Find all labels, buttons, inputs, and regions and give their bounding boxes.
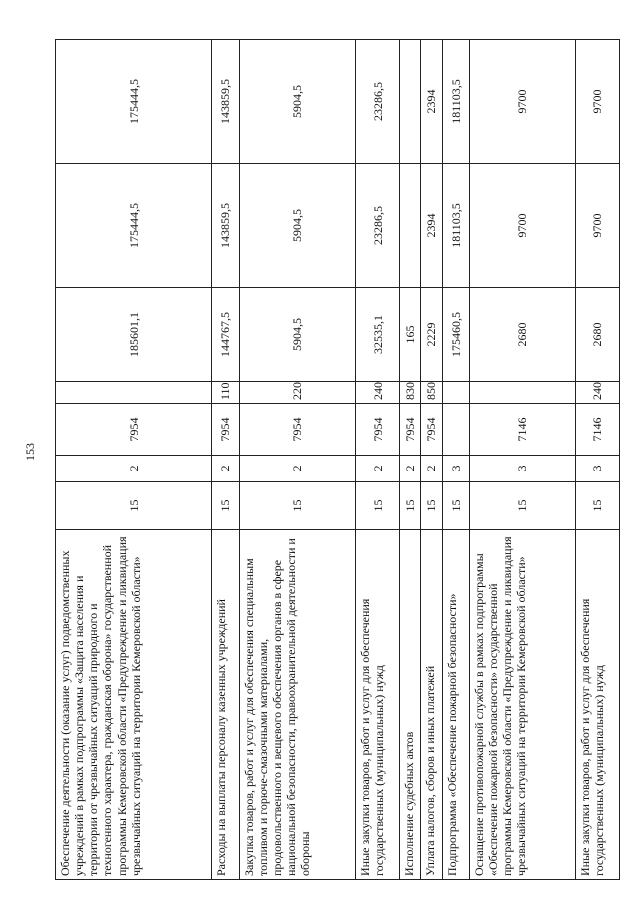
table-row [400, 40, 421, 880]
cell-v3: 9700 [469, 40, 575, 164]
cell-c3: 7146 [469, 404, 575, 456]
row-name-cell: Закупка товаров, работ и услуг для обеспечения специальным топливом и горюче-смазочными материалами, продовольственного и вещевого обеспечения органов в сфере национальной безопасности, правоохранительной деятельности и обороны [239, 530, 355, 880]
cell-c2: 3 [469, 456, 575, 482]
cell-c3: 7954 [239, 404, 355, 456]
table-row [56, 40, 212, 880]
table-row [575, 40, 619, 880]
cell-c2: 3 [442, 456, 469, 482]
cell-v1: 175460,5 [442, 288, 469, 382]
cell-c2: 2 [421, 456, 442, 482]
cell-c4 [469, 382, 575, 404]
cell-c1: 15 [575, 482, 619, 530]
cell-v1: 144767,5 [212, 288, 239, 382]
cell-c2: 2 [56, 456, 212, 482]
cell-v2: 9700 [575, 164, 619, 288]
cell-c4: 850 [421, 382, 442, 404]
row-name-cell: Подпрограмма «Обеспечение пожарной безопасности» [442, 530, 469, 880]
cell-c2: 2 [400, 456, 421, 482]
table-row [442, 40, 469, 880]
row-name-cell: Обеспечение деятельности (оказание услуг) подведомственных учреждений в рамках подпрограммы «Защита населения и территории от чрезвычайных ситуаций природного и техногенного характера, гражданская оборона» государственной программы Кемеровской области «Предупреждение и ликвидация чрезвычайных ситуаций на территории Кемеровской области» [56, 530, 212, 880]
cell-v3 [400, 40, 421, 164]
page-number: 153 [23, 443, 37, 461]
cell-v1: 32535,1 [355, 288, 399, 382]
cell-c2: 2 [355, 456, 399, 482]
cell-v2: 23286,5 [355, 164, 399, 288]
cell-v2: 175444,5 [56, 164, 212, 288]
cell-v2: 5904,5 [239, 164, 355, 288]
table-row [212, 40, 239, 880]
cell-c3: 7146 [575, 404, 619, 456]
cell-v1: 2229 [421, 288, 442, 382]
cell-v3: 181103,5 [442, 40, 469, 164]
table-row [469, 40, 575, 880]
table-row [421, 40, 442, 880]
cell-v1: 2680 [469, 288, 575, 382]
cell-v2: 2394 [421, 164, 442, 288]
cell-c2: 2 [239, 456, 355, 482]
cell-c3: 7954 [212, 404, 239, 456]
cell-c1: 15 [442, 482, 469, 530]
cell-c2: 3 [575, 456, 619, 482]
cell-c1: 15 [212, 482, 239, 530]
cell-v2: 143859,5 [212, 164, 239, 288]
cell-c3 [442, 404, 469, 456]
cell-c1: 15 [355, 482, 399, 530]
row-name-cell: Исполнение судебных актов [400, 530, 421, 880]
cell-v2: 9700 [469, 164, 575, 288]
cell-c1: 15 [56, 482, 212, 530]
cell-c3: 7954 [56, 404, 212, 456]
cell-c3: 7954 [400, 404, 421, 456]
cell-v1: 5904,5 [239, 288, 355, 382]
cell-v1: 165 [400, 288, 421, 382]
cell-v2 [400, 164, 421, 288]
table-body [56, 40, 620, 880]
cell-v2: 181103,5 [442, 164, 469, 288]
cell-v3: 5904,5 [239, 40, 355, 164]
cell-c4 [56, 382, 212, 404]
cell-v3: 143859,5 [212, 40, 239, 164]
cell-v1: 185601,1 [56, 288, 212, 382]
row-name-cell: Расходы на выплаты персоналу казенных учреждений [212, 530, 239, 880]
cell-c3: 7954 [421, 404, 442, 456]
cell-c4: 110 [212, 382, 239, 404]
cell-c4: 240 [575, 382, 619, 404]
cell-c1: 15 [400, 482, 421, 530]
cell-c4: 220 [239, 382, 355, 404]
cell-c1: 15 [469, 482, 575, 530]
table-row [355, 40, 399, 880]
cell-v3: 2394 [421, 40, 442, 164]
row-name-cell: Оснащение противопожарной службы в рамках подпрограммы «Обеспечение пожарной безопасности» государственной программы Кемеровской области «Предупреждение и ликвидация чрезвычайных ситуаций на территории Кемеровской области» [469, 530, 575, 880]
cell-c4 [442, 382, 469, 404]
row-name-cell: Иные закупки товаров, работ и услуг для обеспечения государственных (муниципальных) нужд [355, 530, 399, 880]
cell-v3: 175444,5 [56, 40, 212, 164]
cell-c4: 830 [400, 382, 421, 404]
cell-c3: 7954 [355, 404, 399, 456]
table-row [239, 40, 355, 880]
cell-v3: 23286,5 [355, 40, 399, 164]
cell-c2: 2 [212, 456, 239, 482]
rotated-table-container [55, 40, 620, 880]
row-name-cell: Уплата налогов, сборов и иных платежей [421, 530, 442, 880]
budget-table [55, 39, 620, 880]
row-name-cell: Иные закупки товаров, работ и услуг для обеспечения государственных (муниципальных) нужд [575, 530, 619, 880]
cell-v1: 2680 [575, 288, 619, 382]
cell-c4: 240 [355, 382, 399, 404]
cell-v3: 9700 [575, 40, 619, 164]
cell-c1: 15 [421, 482, 442, 530]
cell-c1: 15 [239, 482, 355, 530]
